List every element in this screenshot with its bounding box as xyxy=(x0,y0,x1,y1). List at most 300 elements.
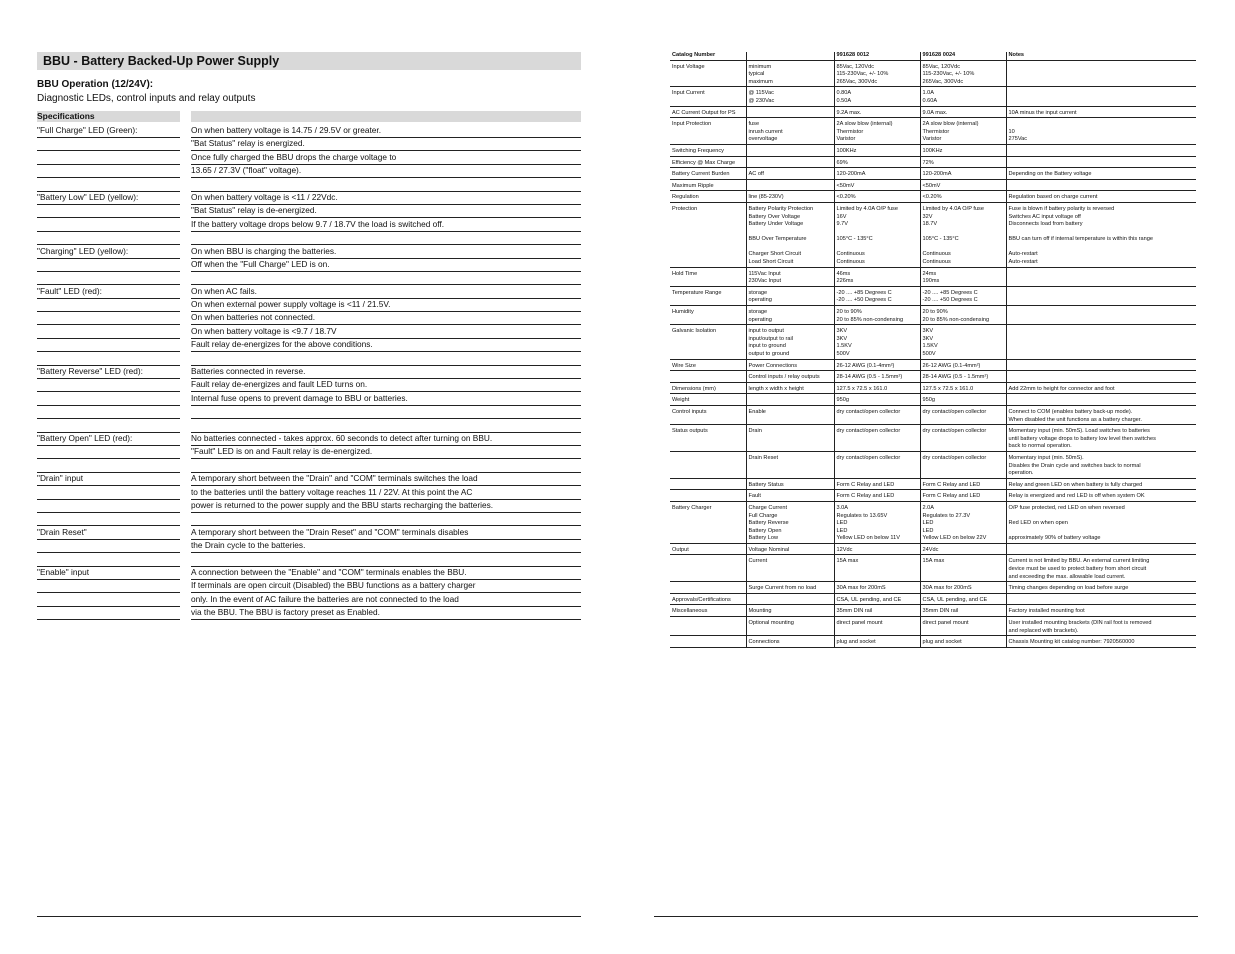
model-0024-cell: 20 to 90% 20 to 85% non-condensing xyxy=(920,309,1006,325)
model-0024-cell: 3KV 3KV 1.5KV 500V xyxy=(920,328,1006,359)
condition-cell xyxy=(746,397,834,405)
condition-cell: Charge Current Full Charge Battery Reverse Battery Open Battery Low xyxy=(746,505,834,543)
notes-cell: Regulation based on charge current xyxy=(1006,194,1196,202)
model-0024-cell: CSA, UL pending, and CE xyxy=(920,597,1006,605)
notes-cell xyxy=(1006,547,1196,555)
spec-description xyxy=(191,405,581,419)
spec-label xyxy=(37,164,180,178)
condition-cell: Control inputs / relay outputs xyxy=(746,374,834,382)
table-row xyxy=(670,90,1196,106)
spec-row xyxy=(37,445,581,458)
spec-row xyxy=(37,285,581,298)
parameter-cell: Approvals/Certifications xyxy=(670,597,746,605)
spec-description: only. In the event of AC failure the batteries are not connected to the load xyxy=(191,593,581,607)
notes-cell: Momentary input (min. 50mS). Load switches to batteries until battery voltage drops to battery low level then switches back to normal operation. xyxy=(1006,428,1196,451)
table-row xyxy=(670,374,1196,382)
parameter-cell: Input Protection xyxy=(670,121,746,144)
spec-description xyxy=(191,419,581,433)
table-row xyxy=(670,639,1196,647)
spec-row xyxy=(37,378,581,391)
spec-description: Once fully charged the BBU drops the charge voltage to xyxy=(191,151,581,165)
parameter-cell: Galvanic Isolation xyxy=(670,328,746,359)
model-0024-cell: 127.5 x 72.5 x 161.0 xyxy=(920,386,1006,394)
model-0024-cell: 30A max for 200mS xyxy=(920,585,1006,593)
model-0024-cell: Form C Relay and LED xyxy=(920,482,1006,490)
spec-description: A connection between the "Enable" and "COM" terminals enables the BBU. xyxy=(191,566,581,580)
model-0024-cell: 85Vac, 120Vdc 115-230Vac, +/- 10% 265Vac, 300Vdc xyxy=(920,64,1006,87)
table-row xyxy=(670,206,1196,267)
model-0012-cell: 120-200mA xyxy=(834,171,920,179)
notes-cell: Connect to COM (enables battery back-up mode). When disabled the unit functions as a battery charger. xyxy=(1006,409,1196,425)
spec-description: Internal fuse opens to prevent damage to BBU or batteries. xyxy=(191,392,581,406)
spec-row xyxy=(37,365,581,378)
condition-cell: Mounting xyxy=(746,608,834,616)
notes-cell: User installed mounting brackets (DIN rail foot is removed and replaced with brackets). xyxy=(1006,620,1196,636)
spec-row xyxy=(37,258,581,271)
spec-row xyxy=(37,472,581,485)
spec-row xyxy=(37,405,581,418)
model-0024-cell: direct panel mount xyxy=(920,620,1006,636)
model-0024-cell: 100KHz xyxy=(920,148,1006,156)
notes-cell: Momentary input (min. 50mS). Disables the Drain cycle and switches back to normal operation. xyxy=(1006,455,1196,478)
notes-cell xyxy=(1006,309,1196,325)
spec-label xyxy=(37,378,180,392)
model-0012-cell: CSA, UL pending, and CE xyxy=(834,597,920,605)
footer-rule xyxy=(654,916,1198,917)
notes-cell: Add 22mm to height for connector and foot xyxy=(1006,386,1196,394)
spec-description: On when BBU is charging the batteries. xyxy=(191,245,581,259)
spec-description: power is returned to the power supply and the BBU starts recharging the batteries. xyxy=(191,499,581,513)
spec-description xyxy=(191,553,581,567)
header-catalog-number: Catalog Number xyxy=(670,52,746,60)
notes-cell: Current is not limited by BBU. An external current limiting device must be used to protect battery from short circuit and exceeding the max. allowable load current. xyxy=(1006,558,1196,581)
table-row xyxy=(670,455,1196,478)
table-row xyxy=(670,608,1196,616)
spec-row xyxy=(37,151,581,164)
model-0012-cell: Form C Relay and LED xyxy=(834,482,920,490)
spec-description xyxy=(191,231,581,245)
spec-label: "Charging" LED (yellow): xyxy=(37,245,180,259)
parameter-cell xyxy=(670,558,746,581)
header-model-0012: 991628 0012 xyxy=(834,52,920,60)
spec-label xyxy=(37,499,180,513)
table-row xyxy=(670,183,1196,191)
spec-label xyxy=(37,218,180,232)
condition-cell: Surge Current from no load xyxy=(746,585,834,593)
condition-cell: fuse inrush current overvoltage xyxy=(746,121,834,144)
model-0012-cell: dry contact/open collector xyxy=(834,409,920,425)
notes-cell xyxy=(1006,64,1196,87)
spec-label xyxy=(37,325,180,339)
parameter-cell xyxy=(670,374,746,382)
condition-cell: Enable xyxy=(746,409,834,425)
table-row xyxy=(670,110,1196,118)
spec-description: Fault relay de-energizes and fault LED turns on. xyxy=(191,378,581,392)
spec-description xyxy=(191,512,581,526)
condition-cell: minimum typical maximum xyxy=(746,64,834,87)
table-row xyxy=(670,171,1196,179)
spec-row xyxy=(37,191,581,204)
condition-cell: Connections xyxy=(746,639,834,647)
table-row xyxy=(670,160,1196,168)
spec-label xyxy=(37,151,180,165)
spec-row xyxy=(37,124,581,137)
spec-description xyxy=(191,352,581,366)
model-0012-cell: Limited by 4.0A O/P fuse 16V 9.7V 105°C - 135°C Continuous Continuous xyxy=(834,206,920,267)
spec-label xyxy=(37,338,180,352)
spec-row xyxy=(37,459,581,472)
spec-label xyxy=(37,512,180,526)
condition-cell: Voltage Nominal xyxy=(746,547,834,555)
condition-cell: Fault xyxy=(746,493,834,501)
parameter-cell: Input Voltage xyxy=(670,64,746,87)
table-row xyxy=(670,64,1196,87)
model-0012-cell: 15A max xyxy=(834,558,920,581)
spec-description: On when external power supply voltage is <11 / 21.5V. xyxy=(191,298,581,312)
spec-row xyxy=(37,553,581,566)
table-row xyxy=(670,121,1196,144)
spec-row xyxy=(37,298,581,311)
specifications-header-label: Specifications xyxy=(37,111,95,121)
table-row xyxy=(670,194,1196,202)
model-0024-cell: <0.20% xyxy=(920,194,1006,202)
notes-cell xyxy=(1006,90,1196,106)
spec-description: On when battery voltage is 14.75 / 29.5V or greater. xyxy=(191,124,581,138)
spec-label: "Full Charge" LED (Green): xyxy=(37,124,180,138)
model-0024-cell: 120-200mA xyxy=(920,171,1006,179)
spec-description: Fault relay de-energizes for the above conditions. xyxy=(191,338,581,352)
condition-cell: Current xyxy=(746,558,834,581)
page-title: BBU - Battery Backed-Up Power Supply xyxy=(37,52,581,70)
table-row xyxy=(670,597,1196,605)
table-row xyxy=(670,482,1196,490)
spec-description: No batteries connected - takes approx. 60 seconds to detect after turning on BBU. xyxy=(191,432,581,446)
notes-cell xyxy=(1006,363,1196,371)
parameter-cell xyxy=(670,482,746,490)
spec-description: A temporary short between the "Drain" and "COM" terminals switches the load xyxy=(191,472,581,486)
condition-cell: Optional mounting xyxy=(746,620,834,636)
spec-row xyxy=(37,606,581,619)
spec-label xyxy=(37,419,180,433)
spec-label xyxy=(37,459,180,473)
model-0012-cell: 3.0A Regulates to 13.65V LED LED Yellow LED on below 11V xyxy=(834,505,920,543)
table-row xyxy=(670,505,1196,543)
spec-description: On when battery voltage is <11 / 22Vdc. xyxy=(191,191,581,205)
model-0012-cell: 2A slow blow (internal) Thermistor Varistor xyxy=(834,121,920,144)
footer-rule xyxy=(37,916,581,917)
model-0012-cell: 69% xyxy=(834,160,920,168)
model-0024-cell: 35mm DIN rail xyxy=(920,608,1006,616)
parameter-cell: Wire Size xyxy=(670,363,746,371)
parameter-cell xyxy=(670,455,746,478)
parameter-cell: Battery Current Burden xyxy=(670,171,746,179)
spec-label xyxy=(37,311,180,325)
table-row xyxy=(670,290,1196,306)
spec-description: to the batteries until the battery voltage reaches 11 / 22V. At this point the AC xyxy=(191,486,581,500)
technical-data-table xyxy=(670,52,1196,648)
notes-cell: Fuse is blown if battery polarity is reversed Switches AC input voltage off Disconnects load from battery BBU can turn off if internal temperature is within this range Auto-restart Auto-restart xyxy=(1006,206,1196,267)
table-row xyxy=(670,620,1196,636)
spec-label xyxy=(37,271,180,285)
condition-cell xyxy=(746,160,834,168)
model-0012-cell: dry contact/open collector xyxy=(834,455,920,478)
condition-cell: Battery Status xyxy=(746,482,834,490)
model-0024-cell: 2.0A Regulates to 27.3V LED LED Yellow LED on below 22V xyxy=(920,505,1006,543)
notes-cell: Relay is energized and red LED is off when system OK xyxy=(1006,493,1196,501)
table-row xyxy=(670,363,1196,371)
spec-row xyxy=(37,526,581,539)
spec-row xyxy=(37,178,581,191)
spec-label xyxy=(37,231,180,245)
model-0012-cell: 100KHz xyxy=(834,148,920,156)
notes-cell xyxy=(1006,271,1196,287)
table-row xyxy=(670,148,1196,156)
spec-description xyxy=(191,459,581,473)
table-row xyxy=(670,558,1196,581)
model-0024-cell: dry contact/open collector xyxy=(920,428,1006,451)
spec-row xyxy=(37,539,581,552)
spec-label xyxy=(37,579,180,593)
condition-cell: Drain xyxy=(746,428,834,451)
spec-label xyxy=(37,606,180,620)
parameter-cell xyxy=(670,620,746,636)
model-0012-cell: 26-12 AWG (0.1-4mm²) xyxy=(834,363,920,371)
notes-cell xyxy=(1006,148,1196,156)
spec-label xyxy=(37,593,180,607)
header-condition xyxy=(746,52,834,60)
spec-label: "Enable" input xyxy=(37,566,180,580)
condition-cell xyxy=(746,148,834,156)
model-0012-cell: 28-14 AWG (0.5 - 1.5mm²) xyxy=(834,374,920,382)
spec-row xyxy=(37,593,581,606)
model-0012-cell: Form C Relay and LED xyxy=(834,493,920,501)
notes-cell xyxy=(1006,160,1196,168)
spec-label xyxy=(37,539,180,553)
parameter-cell: Weight xyxy=(670,397,746,405)
model-0024-cell: dry contact/open collector xyxy=(920,455,1006,478)
parameter-cell: Output xyxy=(670,547,746,555)
model-0012-cell: direct panel mount xyxy=(834,620,920,636)
notes-cell xyxy=(1006,290,1196,306)
model-0012-cell: 127.5 x 72.5 x 161.0 xyxy=(834,386,920,394)
spec-description: "Fault" LED is on and Fault relay is de-energized. xyxy=(191,445,581,459)
model-0024-cell: 72% xyxy=(920,160,1006,168)
spec-label xyxy=(37,258,180,272)
spec-description: On when battery voltage is <9.7 / 18.7V xyxy=(191,325,581,339)
condition-cell: line (85-230V) xyxy=(746,194,834,202)
spec-description: On when AC fails. xyxy=(191,285,581,299)
spec-description: 13.65 / 27.3V ("float" voltage). xyxy=(191,164,581,178)
model-0024-cell: 15A max xyxy=(920,558,1006,581)
spec-label xyxy=(37,352,180,366)
model-0012-cell: 950g xyxy=(834,397,920,405)
spec-row xyxy=(37,231,581,244)
spec-label xyxy=(37,445,180,459)
notes-cell: Timing changes depending on load before surge xyxy=(1006,585,1196,593)
spec-row xyxy=(37,245,581,258)
spec-row xyxy=(37,164,581,177)
spec-label xyxy=(37,298,180,312)
parameter-cell: Regulation xyxy=(670,194,746,202)
right-page xyxy=(618,0,1235,954)
condition-cell: @ 115Vac @ 230Vac xyxy=(746,90,834,106)
notes-cell xyxy=(1006,374,1196,382)
spec-label xyxy=(37,553,180,567)
spec-row xyxy=(37,579,581,592)
spec-description: A temporary short between the "Drain Reset" and "COM" terminals disables xyxy=(191,526,581,540)
model-0012-cell: 35mm DIN rail xyxy=(834,608,920,616)
table-row xyxy=(670,271,1196,287)
table-header-row xyxy=(670,52,1196,60)
model-0012-cell: -20 .... +85 Degrees C -20 .... +50 Degrees C xyxy=(834,290,920,306)
condition-cell: storage operating xyxy=(746,290,834,306)
model-0012-cell: 85Vac, 120Vdc 115-230Vac, +/- 10% 265Vac, 300Vdc xyxy=(834,64,920,87)
spec-label: "Battery Open" LED (red): xyxy=(37,432,180,446)
table-row xyxy=(670,585,1196,593)
notes-cell: Chassis Mounting kit catalog number: 7920560000 xyxy=(1006,639,1196,647)
model-0012-cell: 3KV 3KV 1.5KV 500V xyxy=(834,328,920,359)
parameter-cell: Humidity xyxy=(670,309,746,325)
operation-subheading: Diagnostic LEDs, control inputs and relay outputs xyxy=(37,93,256,104)
specifications-header-bar xyxy=(191,111,581,122)
parameter-cell: AC Current Output for PS xyxy=(670,110,746,118)
spec-label: "Battery Reverse" LED (red): xyxy=(37,365,180,379)
spec-description: via the BBU. The BBU is factory preset as Enabled. xyxy=(191,606,581,620)
model-0024-cell: -20 .... +85 Degrees C -20 .... +50 Degrees C xyxy=(920,290,1006,306)
spec-label xyxy=(37,137,180,151)
model-0024-cell: 28-14 AWG (0.5 - 1.5mm²) xyxy=(920,374,1006,382)
table-row xyxy=(670,547,1196,555)
spec-label: "Drain Reset" xyxy=(37,526,180,540)
spec-label xyxy=(37,392,180,406)
table-row xyxy=(670,493,1196,501)
model-0024-cell: 9.0A max. xyxy=(920,110,1006,118)
spec-row xyxy=(37,392,581,405)
model-0012-cell: 0.80A 0.50A xyxy=(834,90,920,106)
spec-label xyxy=(37,204,180,218)
spec-label xyxy=(37,486,180,500)
condition-cell xyxy=(746,597,834,605)
specifications-header xyxy=(37,111,180,122)
parameter-cell: Maximum Ripple xyxy=(670,183,746,191)
table-row xyxy=(670,309,1196,325)
model-0024-cell: 24ms 190ms xyxy=(920,271,1006,287)
notes-cell: 10A minus the input current xyxy=(1006,110,1196,118)
condition-cell: length x width x height xyxy=(746,386,834,394)
notes-cell: O/P fuse protected, red LED on when reversed Red LED on when open approximately 90% of battery voltage xyxy=(1006,505,1196,543)
model-0024-cell: dry contact/open collector xyxy=(920,409,1006,425)
spec-row xyxy=(37,325,581,338)
notes-cell xyxy=(1006,328,1196,359)
table-row xyxy=(670,409,1196,425)
parameter-cell: Status outputs xyxy=(670,428,746,451)
condition-cell: AC off xyxy=(746,171,834,179)
model-0012-cell: dry contact/open collector xyxy=(834,428,920,451)
spec-description: If terminals are open circuit (Disabled) the BBU functions as a battery charger xyxy=(191,579,581,593)
spec-description: "Bat Status" relay is de-energized. xyxy=(191,204,581,218)
model-0012-cell: 9.2A max. xyxy=(834,110,920,118)
parameter-cell: Input Current xyxy=(670,90,746,106)
spec-description: Batteries connected in reverse. xyxy=(191,365,581,379)
header-model-0024: 991628 0024 xyxy=(920,52,1006,60)
spec-row xyxy=(37,218,581,231)
table-row xyxy=(670,386,1196,394)
condition-cell: input to output input/output to rail input to ground output to ground xyxy=(746,328,834,359)
parameter-cell xyxy=(670,493,746,501)
spec-row xyxy=(37,499,581,512)
spec-row xyxy=(37,419,581,432)
table-row xyxy=(670,428,1196,451)
model-0012-cell: <50mV xyxy=(834,183,920,191)
spec-row xyxy=(37,311,581,324)
condition-cell: storage operating xyxy=(746,309,834,325)
parameter-cell: Switching Frequency xyxy=(670,148,746,156)
model-0024-cell: <50mV xyxy=(920,183,1006,191)
parameter-cell: Temperature Range xyxy=(670,290,746,306)
operation-heading: BBU Operation (12/24V): xyxy=(37,79,154,90)
model-0024-cell: 24Vdc xyxy=(920,547,1006,555)
spec-description: If the battery voltage drops below 9.7 / 18.7V the load is switched off. xyxy=(191,218,581,232)
spec-row xyxy=(37,338,581,351)
spec-row xyxy=(37,137,581,150)
spec-row xyxy=(37,566,581,579)
condition-cell xyxy=(746,110,834,118)
notes-cell xyxy=(1006,597,1196,605)
parameter-cell: Hold Time xyxy=(670,271,746,287)
model-0024-cell: 950g xyxy=(920,397,1006,405)
notes-cell xyxy=(1006,183,1196,191)
spec-label: "Battery Low" LED (yellow): xyxy=(37,191,180,205)
parameter-cell: Protection xyxy=(670,206,746,267)
model-0024-cell: 26-12 AWG (0.1-4mm²) xyxy=(920,363,1006,371)
spec-description: "Bat Status" relay is energized. xyxy=(191,137,581,151)
model-0012-cell: 12Vdc xyxy=(834,547,920,555)
table-row xyxy=(670,328,1196,359)
spec-label: "Drain" input xyxy=(37,472,180,486)
header-notes: Notes xyxy=(1006,52,1196,60)
table-row xyxy=(670,397,1196,405)
condition-cell: 115Vac Input 230Vac Input xyxy=(746,271,834,287)
model-0012-cell: 20 to 90% 20 to 85% non-condensing xyxy=(834,309,920,325)
spec-label xyxy=(37,178,180,192)
parameter-cell: Dimensions (mm) xyxy=(670,386,746,394)
notes-cell xyxy=(1006,397,1196,405)
spec-row xyxy=(37,204,581,217)
specifications-table xyxy=(37,124,581,619)
condition-cell: Battery Polarity Protection Battery Over Voltage Battery Under Voltage BBU Over Temperature Charger Short Circuit Load Short Circuit xyxy=(746,206,834,267)
spec-label: "Fault" LED (red): xyxy=(37,285,180,299)
spec-row xyxy=(37,512,581,525)
condition-cell: Power Connections xyxy=(746,363,834,371)
spec-description xyxy=(191,178,581,192)
parameter-cell: Efficiency @ Max Charge xyxy=(670,160,746,168)
parameter-cell xyxy=(670,585,746,593)
spec-row xyxy=(37,432,581,445)
model-0024-cell: 2A slow blow (internal) Thermistor Varistor xyxy=(920,121,1006,144)
spec-row xyxy=(37,352,581,365)
parameter-cell: Battery Charger xyxy=(670,505,746,543)
condition-cell: Drain Reset xyxy=(746,455,834,478)
spec-label xyxy=(37,405,180,419)
parameter-cell: Control inputs xyxy=(670,409,746,425)
model-0024-cell: Limited by 4.0A O/P fuse 32V 18.7V 105°C - 135°C Continuous Continuous xyxy=(920,206,1006,267)
spec-description: On when batteries not connected. xyxy=(191,311,581,325)
condition-cell xyxy=(746,183,834,191)
spec-description: Off when the "Full Charge" LED is on. xyxy=(191,258,581,272)
model-0024-cell: Form C Relay and LED xyxy=(920,493,1006,501)
model-0012-cell: plug and socket xyxy=(834,639,920,647)
model-0024-cell: 1.0A 0.60A xyxy=(920,90,1006,106)
